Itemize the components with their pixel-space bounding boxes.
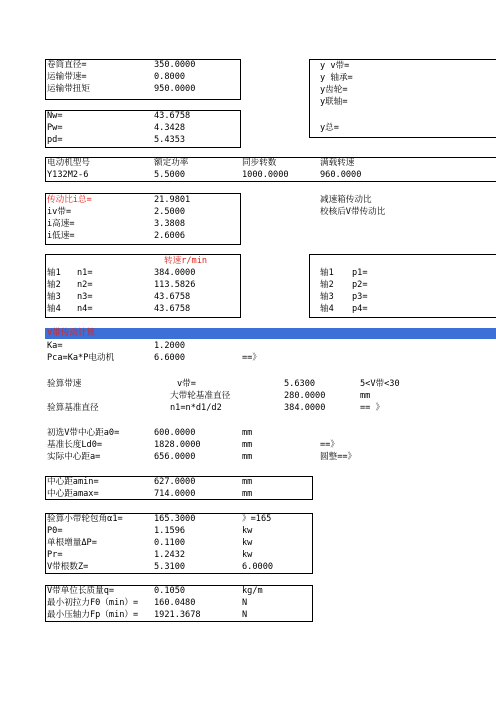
a0-unit: mm — [242, 428, 253, 438]
f0-unit: N — [242, 598, 248, 608]
dp-value: 0.1100 — [154, 538, 186, 548]
sync-speed-header: 同步转数 — [242, 158, 277, 168]
a0-value: 600.0000 — [154, 428, 196, 438]
z-rounded-value: 6.0000 — [242, 562, 274, 572]
eff-gear-label: y齿轮= — [320, 85, 348, 95]
check-speed-label: 验算带速 — [47, 379, 82, 389]
a-label: 实际中心距a= — [47, 452, 101, 462]
eff-total-label: y总= — [320, 123, 339, 133]
ld0-value: 1828.0000 — [154, 440, 201, 450]
pr-label: Pr= — [47, 550, 63, 560]
motor-model-header: 电动机型号 — [47, 158, 90, 168]
p-axis4-label: 轴4 — [320, 304, 334, 314]
big-wheel-label: 大带轮基准直径 — [170, 391, 231, 401]
iv-value: 2.5000 — [154, 207, 186, 217]
p0-label: P0= — [47, 526, 63, 536]
n3-label: n3= — [77, 292, 93, 302]
q-label: V带单位长质量q= — [47, 586, 115, 596]
total-ratio-label: 传动比i总= — [47, 195, 92, 205]
amin-unit: mm — [242, 477, 253, 487]
amax-unit: mm — [242, 489, 253, 499]
q-unit: kg/m — [242, 586, 263, 596]
amax-label: 中心距amax= — [47, 489, 99, 499]
checked-vbelt-ratio-note: 校核后V带传动比 — [320, 207, 386, 217]
amin-value: 627.0000 — [154, 477, 196, 487]
n4-label: n4= — [77, 304, 93, 314]
p3-label: p3= — [352, 292, 368, 302]
pca-label: Pca=Ka*P电动机 — [47, 353, 115, 363]
belt-speed-value: 0.8000 — [154, 72, 186, 82]
axis3-label: 轴3 — [47, 292, 61, 302]
formula-value: 384.0000 — [284, 403, 326, 413]
nw-value: 43.6758 — [154, 111, 191, 121]
rated-power-header: 额定功率 — [154, 158, 189, 168]
belt-torque-label: 运输带扭矩 — [47, 84, 90, 94]
amax-value: 714.0000 — [154, 489, 196, 499]
z-value: 5.3100 — [154, 562, 186, 572]
p-axis2-label: 轴2 — [320, 280, 334, 290]
p-axis3-label: 轴3 — [320, 292, 334, 302]
rated-power-value: 5.5000 — [154, 170, 186, 180]
drum-diameter-value: 350.0000 — [154, 60, 196, 70]
dp-unit: kw — [242, 538, 253, 548]
amin-label: 中心距amin= — [47, 477, 99, 487]
section-power-box — [45, 110, 241, 148]
a-note: 圆整==》 — [320, 452, 357, 462]
belt-torque-value: 950.0000 — [154, 84, 196, 94]
speed-header: 转速r/min — [164, 256, 208, 266]
p1-label: p1= — [352, 268, 368, 278]
z-label: V带根数Z= — [47, 562, 89, 572]
pw-label: Pw= — [47, 123, 63, 133]
eff-vbelt-label: y v带= — [320, 61, 350, 71]
n1-value: 384.0000 — [154, 268, 196, 278]
p0-value: 1.1596 — [154, 526, 186, 536]
dp-label: 单根增量ΔP= — [47, 538, 97, 548]
ihigh-value: 3.3808 — [154, 219, 186, 229]
f0-value: 160.0480 — [154, 598, 196, 608]
pca-arrow: ==》 — [242, 353, 261, 363]
ka-label: Ka= — [47, 341, 63, 351]
a-unit: mm — [242, 452, 253, 462]
formula-arrow: == 》 — [360, 403, 385, 413]
axis4-label: 轴4 — [47, 304, 61, 314]
n4-value: 43.6758 — [154, 304, 191, 314]
pw-value: 4.3428 — [154, 123, 186, 133]
iv-label: iv带= — [47, 207, 72, 217]
ihigh-label: i高速= — [47, 219, 75, 229]
motor-model-value: Y132M2-6 — [47, 170, 89, 180]
ilow-label: i低速= — [47, 231, 75, 241]
fp-value: 1921.3678 — [154, 610, 201, 620]
fp-unit: N — [242, 610, 248, 620]
check-dia-label: 验算基准直径 — [47, 403, 99, 413]
belt-speed-label: 运输带速= — [47, 72, 87, 82]
full-load-speed-value: 960.0000 — [320, 170, 362, 180]
pd-value: 5.4353 — [154, 135, 186, 145]
n1-label: n1= — [77, 268, 93, 278]
big-wheel-value: 280.0000 — [284, 391, 326, 401]
f0-label: 最小初拉力F0（min）= — [47, 598, 139, 608]
a0-label: 初选V带中心距a0= — [47, 428, 120, 438]
n2-label: n2= — [77, 280, 93, 290]
p2-label: p2= — [352, 280, 368, 290]
vbelt-section-band — [45, 328, 496, 339]
big-wheel-unit: mm — [360, 391, 371, 401]
vbelt-section-title: V带传动计算 — [47, 328, 96, 338]
ld0-arrow: ==》 — [320, 440, 339, 450]
p0-unit: kw — [242, 526, 253, 536]
ilow-value: 2.6006 — [154, 231, 186, 241]
alpha-label: 验算小带轮包角α1= — [47, 514, 123, 524]
axis1-label: 轴1 — [47, 268, 61, 278]
power-box — [309, 254, 496, 318]
pr-unit: kw — [242, 550, 253, 560]
v-value: 5.6300 — [284, 379, 316, 389]
ka-value: 1.2000 — [154, 341, 186, 351]
pca-value: 6.6000 — [154, 353, 186, 363]
pr-value: 1.2432 — [154, 550, 186, 560]
a-value: 656.0000 — [154, 452, 196, 462]
eff-coupling-label: y联轴= — [320, 97, 348, 107]
formula-label: n1=n*d1/d2 — [170, 403, 222, 413]
v-label: v带= — [177, 379, 196, 389]
full-load-speed-header: 满载转速 — [320, 158, 355, 168]
p4-label: p4= — [352, 304, 368, 314]
n3-value: 43.6758 — [154, 292, 191, 302]
pd-label: pd= — [47, 135, 63, 145]
eff-bearing-label: y 轴承= — [320, 73, 353, 83]
fp-label: 最小压轴力Fp（min）= — [47, 610, 139, 620]
nw-label: Nw= — [47, 111, 63, 121]
axis2-label: 轴2 — [47, 280, 61, 290]
gearbox-ratio-note: 减速箱传动比 — [320, 195, 372, 205]
p-axis1-label: 轴1 — [320, 268, 334, 278]
q-value: 0.1050 — [154, 586, 186, 596]
alpha-note: 》=165 — [242, 514, 272, 524]
sync-speed-value: 1000.0000 — [242, 170, 289, 180]
speed-box — [45, 254, 241, 318]
drum-diameter-label: 卷筒直径= — [47, 60, 87, 70]
ld0-label: 基准长度Ld0= — [47, 440, 103, 450]
n2-value: 113.5826 — [154, 280, 196, 290]
ld0-unit: mm — [242, 440, 253, 450]
total-ratio-value: 21.9801 — [154, 195, 191, 205]
alpha-value: 165.3000 — [154, 514, 196, 524]
v-note: 5<V带<30 — [360, 379, 400, 389]
